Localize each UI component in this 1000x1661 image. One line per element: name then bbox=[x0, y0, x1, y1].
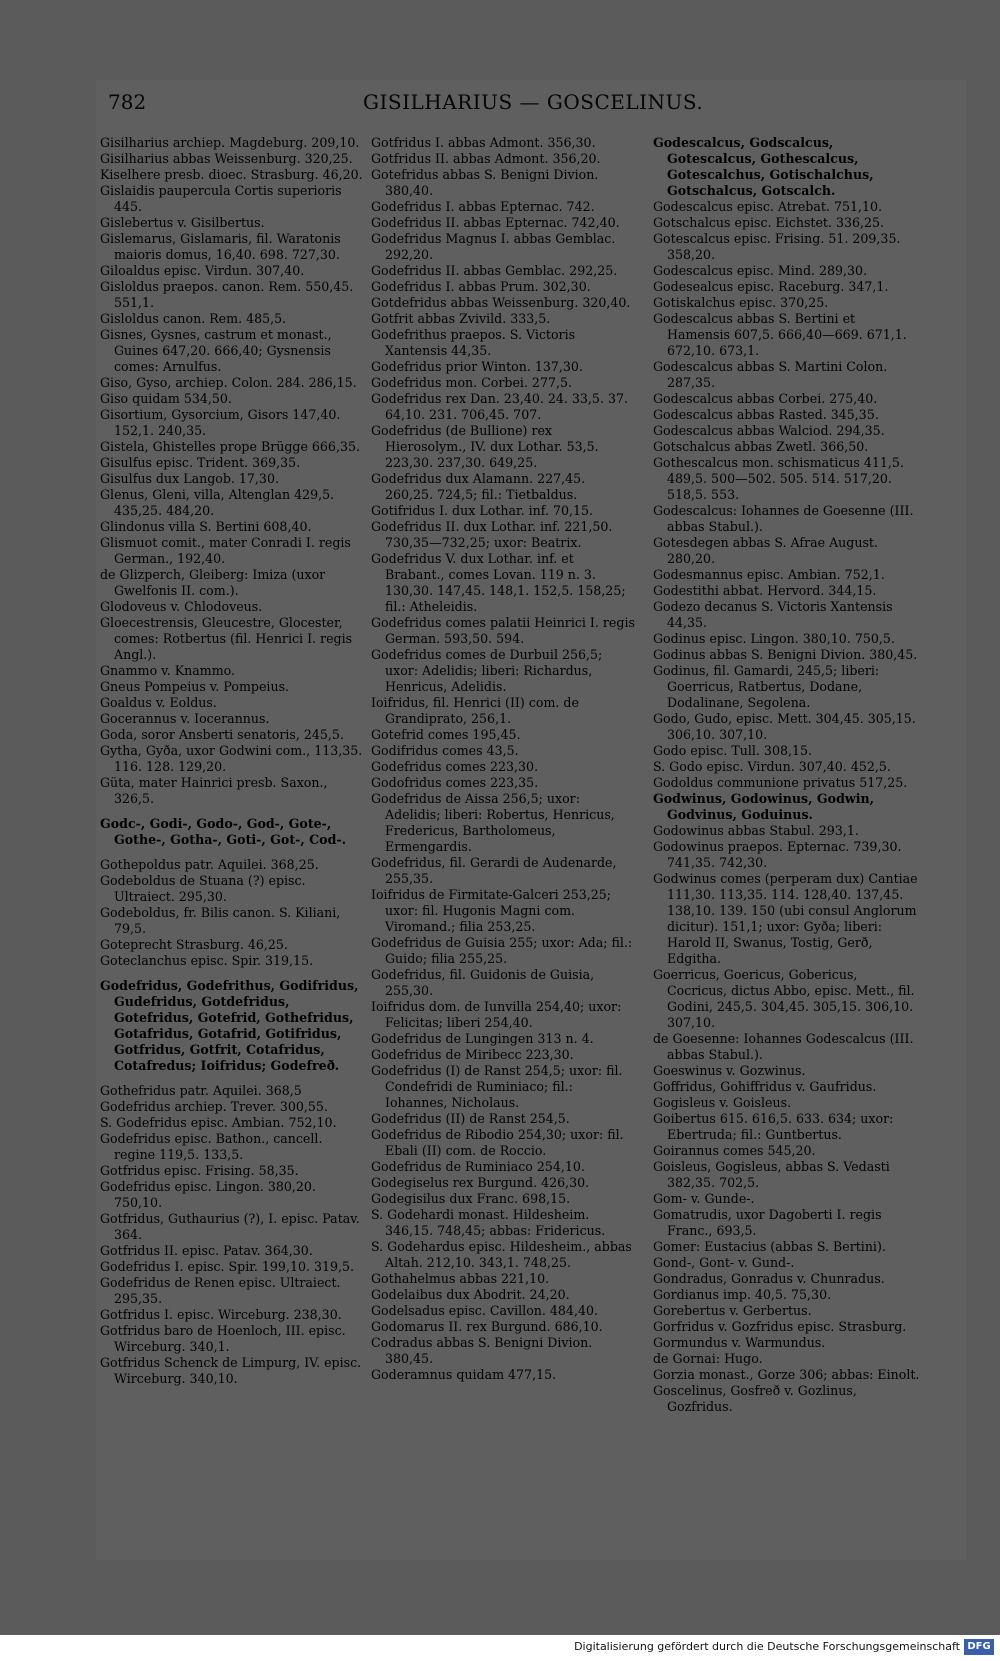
index-entry: Goteclanchus episc. Spir. 319,15. bbox=[100, 953, 314, 968]
index-entry: Gorfridus v. Gozfridus episc. Strasburg. bbox=[653, 1319, 907, 1334]
index-entry: Godefrithus praepos. S. Victoris Xantensis 44,35. bbox=[371, 327, 576, 358]
index-entry: Godegiselus rex Burgund. 426,30. bbox=[371, 1175, 590, 1190]
index-entry: S. Godehardus episc. Hildesheim., abbas Altah. 212,10. 343,1. 748,25. bbox=[371, 1239, 632, 1270]
index-entry: Godofridus comes 223,35. bbox=[371, 775, 539, 790]
index-entry: Ioifridus dom. de Iunvilla 254,40; uxor: Felicitas; liberi 254,40. bbox=[371, 999, 622, 1030]
index-entry: Goda, soror Ansberti senatoris, 245,5. bbox=[100, 727, 344, 742]
index-entry: Godescalcus episc. Atrebat. 751,10. bbox=[653, 199, 883, 214]
index-entry: Gom- v. Gunde-. bbox=[653, 1191, 755, 1206]
index-entry: Godestithi abbat. Hervord. 344,15. bbox=[653, 583, 877, 598]
index-entry: Godinus abbas S. Benigni Divion. 380,45. bbox=[653, 647, 918, 662]
index-entry: Godefridus de Guisia 255; uxor: Ada; fil.: Guido; filia 255,25. bbox=[371, 935, 633, 966]
index-entry: Godwinus, Godowinus, Godwin, Godvinus, Goduinus. bbox=[653, 791, 875, 822]
index-entry: S. Godehardi monast. Hildesheim. 346,15. 748,45; abbas: Fridericus. bbox=[371, 1207, 606, 1238]
index-entry: Godefridus de Lungingen 313 n. 4. bbox=[371, 1031, 594, 1046]
index-entry: S. Godo episc. Virdun. 307,40. 452,5. bbox=[653, 759, 891, 774]
index-entry: Gondradus, Gonradus v. Chunradus. bbox=[653, 1271, 885, 1286]
index-entry: Gormundus v. Warmundus. bbox=[653, 1335, 826, 1350]
index-entry: Godeboldus, fr. Bilis canon. S. Kiliani, 79,5. bbox=[100, 905, 341, 936]
index-entry: Goaldus v. Eoldus. bbox=[100, 695, 217, 710]
index-entry: Goscelinus, Gosfreð v. Gozlinus, Gozfridus. bbox=[653, 1383, 857, 1414]
dfg-logo-icon: DFG bbox=[964, 1639, 994, 1655]
index-entry: Gislaidis paupercula Cortis superioris 445. bbox=[100, 183, 342, 214]
index-entry: Gordianus imp. 40,5. 75,30. bbox=[653, 1287, 832, 1302]
index-entry: Godefridus dux Alamann. 227,45. 260,25. 724,5; fil.: Tietbaldus. bbox=[371, 471, 586, 502]
index-entry: Gisilharius archiep. Magdeburg. 209,10. bbox=[100, 135, 360, 150]
index-entry: Gotesdegen abbas S. Afrae August. 280,20. bbox=[653, 535, 878, 566]
index-entry: Godefridus prior Winton. 137,30. bbox=[371, 359, 583, 374]
index-entry: Gomatrudis, uxor Dagoberti I. regis Franc., 693,5. bbox=[653, 1207, 882, 1238]
index-entry: Gotfridus II. abbas Admont. 356,20. bbox=[371, 151, 601, 166]
index-entry: Glenus, Gleni, villa, Altenglan 429,5. 435,25. 484,20. bbox=[100, 487, 335, 518]
index-entry: Godefridus (de Bullione) rex Hierosolym., IV. dux Lothar. 53,5. 223,30. 237,30. 649,25. bbox=[371, 423, 599, 470]
index-entry: Gotfridus baro de Hoenloch, III. episc. Wirceburg. 340,1. bbox=[100, 1323, 346, 1354]
index-entry: Godefridus comes de Durbuil 256,5; uxor: Adelidis; liberi: Richardus, Henricus, Adelidis. bbox=[371, 647, 603, 694]
index-entry: Godescalcus abbas S. Martini Colon. 287,35. bbox=[653, 359, 888, 390]
index-entry: Godescalcus, Godscalcus, Gotescalcus, Gothescalcus, Gotescalchus, Gotischalchus, Gotschalcus, Gotscalch. bbox=[653, 135, 874, 198]
index-entry: Gorzia monast., Gorze 306; abbas: Einolt. bbox=[653, 1367, 920, 1382]
index-entry: Gisloldus praepos. canon. Rem. 550,45. 551,1. bbox=[100, 279, 354, 310]
index-entry: Godefridus de Ruminiaco 254,10. bbox=[371, 1159, 585, 1174]
index-entry: Godifridus comes 43,5. bbox=[371, 743, 519, 758]
index-entry: Gotescalcus episc. Frising. 51. 209,35. 358,20. bbox=[653, 231, 901, 262]
index-entry: Godesealcus episc. Raceburg. 347,1. bbox=[653, 279, 889, 294]
index-entry: Gisnes, Gysnes, castrum et monast., Guines 647,20. 666,40; Gysnensis comes: Arnulfus. bbox=[100, 327, 332, 374]
index-column-middle bbox=[371, 135, 637, 1383]
index-entry: Godefridus, Godefrithus, Godifridus, Gudefridus, Gotdefridus, Gotefridus, Gotefrid, Gothefridus, Gotafridus, Gotafrid, Gotifridus, Gotfridus, Gotfrit, Cotafridus, Cotafredus; Ioifridus; Godefreð. bbox=[100, 978, 359, 1073]
index-entry: Godefridus, fil. Gerardi de Audenarde, 255,35. bbox=[371, 855, 617, 886]
page-number: 782 bbox=[108, 90, 147, 114]
index-entry: Godelaibus dux Abodrit. 24,20. bbox=[371, 1287, 570, 1302]
index-entry: Goibertus 615. 616,5. 633. 634; uxor: Ebertruda; fil.: Guntbertus. bbox=[653, 1111, 894, 1142]
index-entry: Godefridus II. dux Lothar. inf. 221,50. 730,35—732,25; uxor: Beatrix. bbox=[371, 519, 613, 550]
index-entry: Gotefridus abbas S. Benigni Divion. 380,40. bbox=[371, 167, 599, 198]
index-entry: Godescalcus abbas Rasted. 345,35. bbox=[653, 407, 879, 422]
index-entry: Gislemarus, Gislamaris, fil. Waratonis maioris domus, 16,40. 698. 727,30. bbox=[100, 231, 341, 262]
index-entry: Godefridus V. dux Lothar. inf. et Brabant., comes Lovan. 119 n. 3. 130,30. 147,45. 148,1. 152,5. 158,25; fil.: Atheleidis. bbox=[371, 551, 626, 614]
index-entry: de Gornai: Hugo. bbox=[653, 1351, 763, 1366]
index-entry: Gotfrit abbas Zvivild. 333,5. bbox=[371, 311, 551, 326]
index-entry: Godefridus comes 223,30. bbox=[371, 759, 539, 774]
page-header bbox=[108, 90, 928, 120]
index-entry: Gond-, Gont- v. Gund-. bbox=[653, 1255, 795, 1270]
index-entry: Godefridus II. abbas Epternac. 742,40. bbox=[371, 215, 620, 230]
index-entry: Glindonus villa S. Bertini 608,40. bbox=[100, 519, 312, 534]
index-entry: Godefridus I. episc. Spir. 199,10. 319,5. bbox=[100, 1259, 355, 1274]
index-entry: Gytha, Gyða, uxor Godwini com., 113,35. 116. 128. 129,20. bbox=[100, 743, 363, 774]
index-entry: Gothahelmus abbas 221,10. bbox=[371, 1271, 550, 1286]
index-entry: Gisilharius abbas Weissenburg. 320,25. bbox=[100, 151, 353, 166]
index-entry: Godefridus episc. Bathon., cancell. regine 119,5. 133,5. bbox=[100, 1131, 323, 1162]
index-entry: Godeboldus de Stuana (?) episc. Ultraiect. 295,30. bbox=[100, 873, 306, 904]
index-entry: Godefridus (II) de Ranst 254,5. bbox=[371, 1111, 570, 1126]
index-entry: Gotfridus episc. Frising. 58,35. bbox=[100, 1163, 299, 1178]
index-entry: Godefridus de Aissa 256,5; uxor: Adelidis; liberi: Robertus, Henricus, Fredericus, Bartholomeus, Ermengardis. bbox=[371, 791, 615, 854]
footer-credit: Digitalisierung gefördert durch die Deutsche Forschungsgemeinschaft bbox=[574, 1640, 960, 1653]
index-entry: Glodoveus v. Chlodoveus. bbox=[100, 599, 263, 614]
index-entry: Gocerannus v. Iocerannus. bbox=[100, 711, 270, 726]
index-entry: Godezo decanus S. Victoris Xantensis 44,35. bbox=[653, 599, 893, 630]
index-entry: Godo episc. Tull. 308,15. bbox=[653, 743, 812, 758]
index-entry: Godescalcus episc. Mind. 289,30. bbox=[653, 263, 868, 278]
index-entry: Gomer: Eustacius (abbas S. Bertini). bbox=[653, 1239, 886, 1254]
index-entry: Godelsadus episc. Cavillon. 484,40. bbox=[371, 1303, 598, 1318]
index-entry: Ioifridus de Firmitate-Galceri 253,25; uxor: fil. Hugonis Magni com. Viromand.; filia 253,25. bbox=[371, 887, 612, 934]
index-entry: Gistela, Ghistelles prope Brügge 666,35. bbox=[100, 439, 360, 454]
index-entry: Gotschalcus episc. Eichstet. 336,25. bbox=[653, 215, 885, 230]
index-entry: Gotfridus II. episc. Patav. 364,30. bbox=[100, 1243, 313, 1258]
index-entry: Gisulfus dux Langob. 17,30. bbox=[100, 471, 279, 486]
index-entry: Goeswinus v. Gozwinus. bbox=[653, 1063, 806, 1078]
index-entry: Godinus, fil. Gamardi, 245,5; liberi: Goerricus, Ratbertus, Dodane, Dodalinane, Segolena. bbox=[653, 663, 880, 710]
index-entry: Godefridus Magnus I. abbas Gemblac. 292,20. bbox=[371, 231, 616, 262]
index-entry: Godowinus praepos. Epternac. 739,30. 741,35. 742,30. bbox=[653, 839, 902, 870]
index-entry: Godoldus communione privatus 517,25. bbox=[653, 775, 908, 790]
index-entry: Güta, mater Hainrici presb. Saxon., 326,5. bbox=[100, 775, 328, 806]
index-entry: Gislebertus v. Gisilbertus. bbox=[100, 215, 265, 230]
index-entry: Gloecestrensis, Gleucestre, Glocester, comes: Rotbertus (fil. Henrici I. regis Angl.). bbox=[100, 615, 353, 662]
index-entry: Gothescalcus mon. schismaticus 411,5. 489,5. 500—502. 505. 514. 517,20. 518,5. 553. bbox=[653, 455, 904, 502]
index-entry: Gotiskalchus episc. 370,25. bbox=[653, 295, 829, 310]
index-entry: Gotdefridus abbas Weissenburg. 320,40. bbox=[371, 295, 631, 310]
index-entry: Goerricus, Goericus, Gobericus, Cocricus, dictus Abbo, episc. Mett., fil. Godini, 245,5. 304,45. 305,15. 306,10. 307,10. bbox=[653, 967, 915, 1030]
index-entry: Gotfridus I. abbas Admont. 356,30. bbox=[371, 135, 596, 150]
index-entry: Godefridus (I) de Ranst 254,5; uxor: fil. Condefridi de Ruminiaco; fil.: Iohannes, Nicholaus. bbox=[371, 1063, 623, 1110]
index-entry: Goisleus, Gogisleus, abbas S. Vedasti 382,35. 702,5. bbox=[653, 1159, 890, 1190]
index-entry: Gothepoldus patr. Aquilei. 368,25. bbox=[100, 857, 319, 872]
index-entry: Godefridus, fil. Guidonis de Guisia, 255,30. bbox=[371, 967, 595, 998]
index-entry: Godc-, Godi-, Godo-, God-, Gote-, Gothe-, Gotha-, Goti-, Got-, Cod-. bbox=[100, 816, 346, 847]
index-entry: Gothefridus patr. Aquilei. 368,5 bbox=[100, 1083, 302, 1098]
index-entry: de Glizperch, Gleiberg: Imiza (uxor Gwelfonis II. com.). bbox=[100, 567, 326, 598]
index-entry: Gotfridus, Guthaurius (?), I. episc. Patav. 364. bbox=[100, 1211, 360, 1242]
index-column-left bbox=[100, 135, 364, 1387]
index-entry: Godwinus comes (perperam dux) Cantiae 111,30. 113,35. 114. 128,40. 137,45. 138,10. 139. 150 (ubi consul Anglorum dicitur). 151,1; uxor: Gyða; liberi: Harold II, Swanus, Tostig, Gerð, Edgitha. bbox=[653, 871, 918, 966]
index-entry: S. Godefridus episc. Ambian. 752,10. bbox=[100, 1115, 337, 1130]
index-entry: Giso, Gyso, archiep. Colon. 284. 286,15. bbox=[100, 375, 357, 390]
index-entry: Godefridus I. abbas Epternac. 742. bbox=[371, 199, 595, 214]
digitization-footer bbox=[0, 1635, 1000, 1661]
index-entry: Godefridus de Ribodio 254,30; uxor: fil. Ebali (II) com. de Roccio. bbox=[371, 1127, 624, 1158]
index-entry: Godefridus rex Dan. 23,40. 24. 33,5. 37. 64,10. 231. 706,45. 707. bbox=[371, 391, 628, 422]
index-entry: Goirannus comes 545,20. bbox=[653, 1143, 816, 1158]
index-entry: Godowinus abbas Stabul. 293,1. bbox=[653, 823, 859, 838]
index-entry: Goteprecht Strasburg. 46,25. bbox=[100, 937, 288, 952]
index-entry: Gotefrid comes 195,45. bbox=[371, 727, 521, 742]
index-entry: Gisulfus episc. Trident. 369,35. bbox=[100, 455, 301, 470]
index-entry: Gnammo v. Knammo. bbox=[100, 663, 236, 678]
index-entry: Godegisilus dux Franc. 698,15. bbox=[371, 1191, 571, 1206]
index-entry: Godefridus archiep. Trever. 300,55. bbox=[100, 1099, 328, 1114]
index-entry: Godefridus mon. Corbei. 277,5. bbox=[371, 375, 572, 390]
index-entry: Godescalcus abbas S. Bertini et Hamensis 607,5. 666,40—669. 671,1. 672,10. 673,1. bbox=[653, 311, 907, 358]
index-entry: Godescalcus abbas Corbei. 275,40. bbox=[653, 391, 878, 406]
index-entry: Godescalcus: Iohannes de Goesenne (III. abbas Stabul.). bbox=[653, 503, 914, 534]
index-entry: Godefridus I. abbas Prum. 302,30. bbox=[371, 279, 591, 294]
index-entry: Giso quidam 534,50. bbox=[100, 391, 232, 406]
index-entry: Godo, Gudo, episc. Mett. 304,45. 305,15. 306,10. 307,10. bbox=[653, 711, 916, 742]
running-head: GISILHARIUS — GOSCELINUS. bbox=[363, 90, 704, 114]
index-entry: Gogisleus v. Goisleus. bbox=[653, 1095, 792, 1110]
index-entry: Gotifridus I. dux Lothar. inf. 70,15. bbox=[371, 503, 594, 518]
index-column-right bbox=[653, 135, 921, 1415]
index-entry: Gisloldus canon. Rem. 485,5. bbox=[100, 311, 287, 326]
index-entry: Godinus episc. Lingon. 380,10. 750,5. bbox=[653, 631, 895, 646]
index-entry: Goderamnus quidam 477,15. bbox=[371, 1367, 557, 1382]
index-entry: Giloaldus episc. Virdun. 307,40. bbox=[100, 263, 305, 278]
index-entry: Godefridus episc. Lingon. 380,20. 750,10. bbox=[100, 1179, 316, 1210]
index-entry: Gneus Pompeius v. Pompeius. bbox=[100, 679, 290, 694]
index-entry: Ioifridus, fil. Henrici (II) com. de Grandiprato, 256,1. bbox=[371, 695, 579, 726]
index-entry: Godomarus II. rex Burgund. 686,10. bbox=[371, 1319, 603, 1334]
index-entry: Glismuot comit., mater Conradi I. regis German., 192,40. bbox=[100, 535, 351, 566]
index-entry: Goffridus, Gohiffridus v. Gaufridus. bbox=[653, 1079, 877, 1094]
index-entry: Kiselhere presb. dioec. Strasburg. 46,20. bbox=[100, 167, 363, 182]
index-entry: Godefridus de Renen episc. Ultraiect. 295,35. bbox=[100, 1275, 341, 1306]
index-entry: Godefridus II. abbas Gemblac. 292,25. bbox=[371, 263, 618, 278]
index-entry: Gotfridus I. episc. Wirceburg. 238,30. bbox=[100, 1307, 342, 1322]
index-entry: Godefridus comes palatii Heinrici I. regis German. 593,50. 594. bbox=[371, 615, 635, 646]
index-entry: Godesmannus episc. Ambian. 752,1. bbox=[653, 567, 885, 582]
index-entry: Godescalcus abbas Walciod. 294,35. bbox=[653, 423, 885, 438]
index-entry: de Goesenne: Iohannes Godescalcus (III. abbas Stabul.). bbox=[653, 1031, 914, 1062]
index-entry: Codradus abbas S. Benigni Divion. 380,45. bbox=[371, 1335, 593, 1366]
index-entry: Gisortium, Gysorcium, Gisors 147,40. 152,1. 240,35. bbox=[100, 407, 341, 438]
index-entry: Gotschalcus abbas Zwetl. 366,50. bbox=[653, 439, 869, 454]
index-entry: Gotfridus Schenck de Limpurg, IV. episc. Wirceburg. 340,10. bbox=[100, 1355, 362, 1386]
index-entry: Godefridus de Miribecc 223,30. bbox=[371, 1047, 574, 1062]
index-entry: Gorebertus v. Gerbertus. bbox=[653, 1303, 812, 1318]
